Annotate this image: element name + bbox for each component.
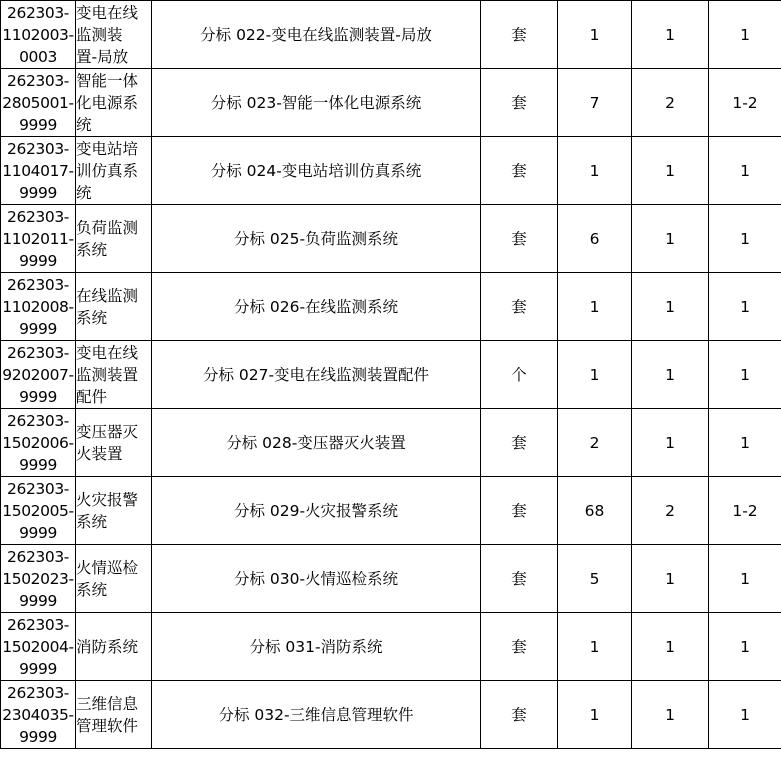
unit-cell: 套 <box>481 545 558 613</box>
material-code-cell <box>1 273 76 341</box>
lot-count-cell: 1 <box>632 545 709 613</box>
material-name-line: 管理软件 <box>76 716 139 735</box>
quantity-cell: 7 <box>558 69 632 137</box>
unit-cell: 套 <box>481 409 558 477</box>
material-name-cell <box>76 273 152 341</box>
lot-count-cell: 1 <box>632 409 709 477</box>
lot-range-cell: 1-2 <box>709 69 781 137</box>
material-name-line: 变压器灭 <box>76 422 139 441</box>
quantity-cell: 1 <box>558 613 632 681</box>
material-code-cell <box>1 205 76 273</box>
material-name-line: 化电源系 <box>76 93 139 112</box>
material-name-line: 变电在线 <box>76 343 139 362</box>
material-code-cell <box>1 409 76 477</box>
material-code-line: 262303- <box>7 479 69 498</box>
material-name-cell <box>76 613 152 681</box>
lot-range-cell: 1 <box>709 205 781 273</box>
material-name-line: 火情巡检 <box>76 558 139 577</box>
material-code-line: 262303- <box>7 615 69 634</box>
material-name-line: 系统 <box>76 240 108 259</box>
material-name-line: 监测装 <box>76 25 123 44</box>
material-name-line: 统 <box>76 115 92 134</box>
material-code-line: 262303- <box>7 683 69 702</box>
material-code-line: 1502006- <box>2 433 74 452</box>
unit-cell: 套 <box>481 1 558 69</box>
unit-cell: 个 <box>481 341 558 409</box>
package-name-cell: 分标 023-智能一体化电源系统 <box>152 69 481 137</box>
material-name-cell <box>76 545 152 613</box>
package-name-cell: 分标 027-变电在线监测装置配件 <box>152 341 481 409</box>
material-code-cell <box>1 69 76 137</box>
material-name-line: 在线监测 <box>76 286 139 305</box>
quantity-cell: 6 <box>558 205 632 273</box>
material-code-cell <box>1 1 76 69</box>
quantity-cell: 1 <box>558 273 632 341</box>
table-row <box>1 273 781 341</box>
material-code-line: 1502005- <box>2 501 74 520</box>
material-code-line: 9999 <box>19 319 57 338</box>
material-code-line: 262303- <box>7 207 69 226</box>
material-code-line: 9999 <box>19 591 57 610</box>
lot-count-cell: 1 <box>632 613 709 681</box>
lot-count-cell: 1 <box>632 205 709 273</box>
lot-range-cell: 1 <box>709 1 781 69</box>
material-name-cell <box>76 409 152 477</box>
material-code-cell <box>1 137 76 205</box>
lot-range-cell: 1 <box>709 613 781 681</box>
material-code-line: 262303- <box>7 547 69 566</box>
material-name-line: 智能一体 <box>76 71 139 90</box>
material-code-line: 9999 <box>19 387 57 406</box>
package-name-cell: 分标 026-在线监测系统 <box>152 273 481 341</box>
material-code-line: 1102008- <box>2 297 74 316</box>
material-code-line: 262303- <box>7 275 69 294</box>
quantity-cell: 2 <box>558 409 632 477</box>
material-code-cell <box>1 613 76 681</box>
material-code-line: 1502004- <box>2 637 74 656</box>
material-name-cell <box>76 69 152 137</box>
lot-range-cell: 1 <box>709 137 781 205</box>
lot-range-cell: 1 <box>709 681 781 749</box>
material-name-cell <box>76 681 152 749</box>
table-row <box>1 1 781 69</box>
material-code-line: 262303- <box>7 343 69 362</box>
material-code-cell <box>1 477 76 545</box>
unit-cell: 套 <box>481 681 558 749</box>
unit-cell: 套 <box>481 613 558 681</box>
material-name-cell <box>76 477 152 545</box>
table-row <box>1 137 781 205</box>
material-code-cell <box>1 681 76 749</box>
table-row <box>1 477 781 545</box>
material-code-cell <box>1 341 76 409</box>
package-name-cell: 分标 030-火情巡检系统 <box>152 545 481 613</box>
table-row <box>1 681 781 749</box>
lot-count-cell: 2 <box>632 477 709 545</box>
material-code-line: 9999 <box>19 183 57 202</box>
unit-cell: 套 <box>481 69 558 137</box>
table-row <box>1 545 781 613</box>
material-code-cell <box>1 545 76 613</box>
lot-range-cell: 1 <box>709 409 781 477</box>
quantity-cell: 1 <box>558 681 632 749</box>
material-name-line: 训仿真系 <box>76 161 139 180</box>
material-name-cell <box>76 341 152 409</box>
lot-count-cell: 1 <box>632 341 709 409</box>
table-row <box>1 613 781 681</box>
material-name-line: 消防系统 <box>76 637 139 656</box>
table-row <box>1 205 781 273</box>
material-code-line: 1102003- <box>2 25 74 44</box>
material-code-line: 9999 <box>19 455 57 474</box>
package-name-cell: 分标 028-变压器灭火装置 <box>152 409 481 477</box>
material-name-line: 变电站培 <box>76 139 139 158</box>
package-name-cell: 分标 031-消防系统 <box>152 613 481 681</box>
material-name-line: 火装置 <box>76 444 123 463</box>
material-name-line: 统 <box>76 183 92 202</box>
quantity-cell: 1 <box>558 137 632 205</box>
material-code-line: 2805001- <box>2 93 74 112</box>
unit-cell: 套 <box>481 205 558 273</box>
table-body <box>1 1 781 749</box>
material-code-line: 1104017- <box>2 161 74 180</box>
material-code-line: 2304035- <box>2 705 74 724</box>
material-code-line: 9202007- <box>2 365 74 384</box>
material-name-line: 变电在线 <box>76 3 139 22</box>
quantity-cell: 68 <box>558 477 632 545</box>
material-code-line: 9999 <box>19 659 57 678</box>
material-name-line: 三维信息 <box>76 694 139 713</box>
quantity-cell: 1 <box>558 1 632 69</box>
material-code-line: 262303- <box>7 139 69 158</box>
lot-range-cell: 1 <box>709 273 781 341</box>
material-code-line: 1102011- <box>2 229 74 248</box>
unit-cell: 套 <box>481 273 558 341</box>
lot-count-cell: 1 <box>632 137 709 205</box>
material-code-line: 9999 <box>19 523 57 542</box>
material-code-line: 262303- <box>7 411 69 430</box>
table-row <box>1 69 781 137</box>
material-name-cell <box>76 1 152 69</box>
package-name-cell: 分标 029-火灾报警系统 <box>152 477 481 545</box>
material-code-line: 262303- <box>7 3 69 22</box>
material-name-line: 配件 <box>76 387 108 406</box>
material-name-line: 火灾报警 <box>76 490 139 509</box>
quantity-cell: 1 <box>558 341 632 409</box>
quantity-cell: 5 <box>558 545 632 613</box>
lot-count-cell: 1 <box>632 1 709 69</box>
table-row <box>1 409 781 477</box>
package-name-cell: 分标 022-变电在线监测装置-局放 <box>152 1 481 69</box>
material-name-line: 负荷监测 <box>76 218 139 237</box>
package-name-cell: 分标 024-变电站培训仿真系统 <box>152 137 481 205</box>
unit-cell: 套 <box>481 477 558 545</box>
unit-cell: 套 <box>481 137 558 205</box>
lot-range-cell: 1-2 <box>709 477 781 545</box>
material-name-line: 系统 <box>76 308 108 327</box>
lot-count-cell: 1 <box>632 681 709 749</box>
material-code-line: 9999 <box>19 727 57 746</box>
material-code-line: 9999 <box>19 115 57 134</box>
material-name-line: 置-局放 <box>76 47 129 66</box>
package-name-cell: 分标 025-负荷监测系统 <box>152 205 481 273</box>
lot-range-cell: 1 <box>709 545 781 613</box>
material-code-line: 1502023- <box>2 569 74 588</box>
lot-range-cell: 1 <box>709 341 781 409</box>
material-name-line: 监测装置 <box>76 365 139 384</box>
package-name-cell: 分标 032-三维信息管理软件 <box>152 681 481 749</box>
material-code-line: 0003 <box>19 47 57 66</box>
material-name-cell <box>76 137 152 205</box>
material-name-line: 系统 <box>76 512 108 531</box>
lot-count-cell: 1 <box>632 273 709 341</box>
material-name-line: 系统 <box>76 580 108 599</box>
material-name-cell <box>76 205 152 273</box>
material-code-line: 9999 <box>19 251 57 270</box>
material-code-line: 262303- <box>7 71 69 90</box>
table-row <box>1 341 781 409</box>
lot-count-cell: 2 <box>632 69 709 137</box>
